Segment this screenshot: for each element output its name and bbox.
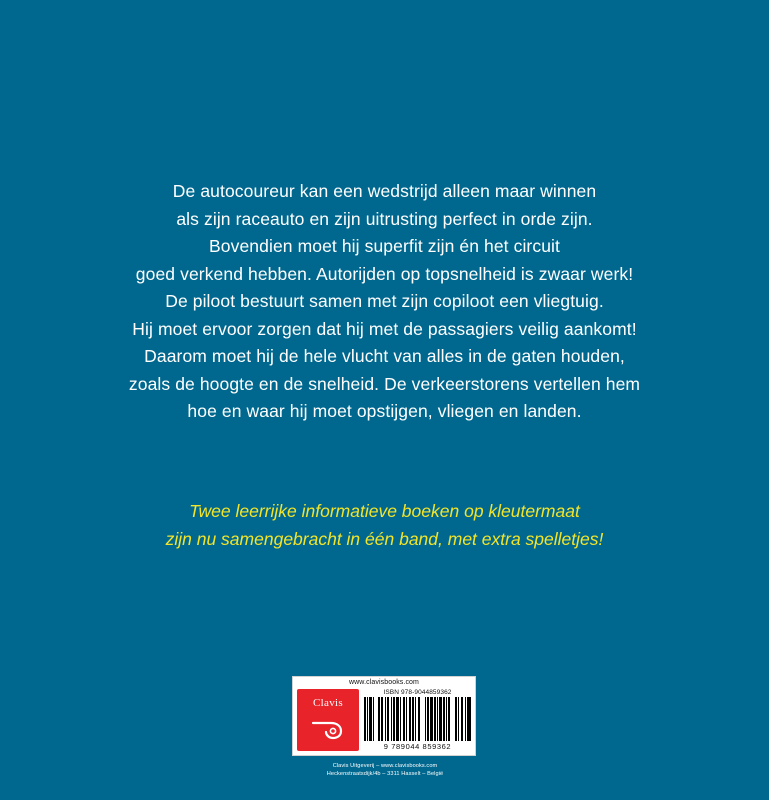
description-line: als zijn raceauto en zijn uitrusting perfect in orde zijn. xyxy=(176,208,593,229)
description-line: De piloot bestuurt samen met zijn copiloot een vliegtuig. xyxy=(165,291,604,311)
publisher-logo xyxy=(297,689,359,751)
imprint-line: Clavis Uitgeverij – www.clavisbooks.com xyxy=(332,763,438,769)
description-text xyxy=(40,178,729,426)
publisher-website: www.clavisbooks.com xyxy=(349,679,419,686)
tagline-text xyxy=(40,498,729,553)
description-line: Hij moet ervoor zorgen dat hij met de passagiers veilig aankomt! xyxy=(132,318,637,339)
tagline-line: zijn nu samengebracht in één band, met extra spelletjes! xyxy=(165,528,604,549)
description-line: Bovendien moet hij superfit zijn én het circuit xyxy=(209,236,560,256)
description-line: hoe en waar hij moet opstijgen, vliegen en landen. xyxy=(187,401,582,421)
tagline-line: Twee leerrijke informatieve boeken op kleutermaat xyxy=(189,501,580,521)
back-matter xyxy=(292,676,478,778)
imprint-line: Heckenstraatsdijk/4b – 3311 Hasselt – België xyxy=(326,771,444,777)
description-line: goed verkend hebben. Autorijden op topsnelheid is zwaar werk! xyxy=(135,263,634,284)
description-line: De autocoureur kan een wedstrijd alleen maar winnen xyxy=(172,181,597,201)
publisher-logo-label: Clavis xyxy=(313,697,343,709)
barcode-bars xyxy=(364,697,471,741)
key-icon xyxy=(311,719,345,741)
isbn-number: 9 789044 859362 xyxy=(383,742,452,751)
imprint-block xyxy=(292,762,478,778)
description-line: Daarom moet hij de hele vlucht van alles in de gaten houden, xyxy=(144,346,625,366)
barcode-box xyxy=(292,676,476,756)
description-line: zoals de hoogte en de snelheid. De verkeerstorens vertellen hem xyxy=(128,373,641,394)
isbn-text: ISBN 978-9044859362 xyxy=(383,689,452,696)
